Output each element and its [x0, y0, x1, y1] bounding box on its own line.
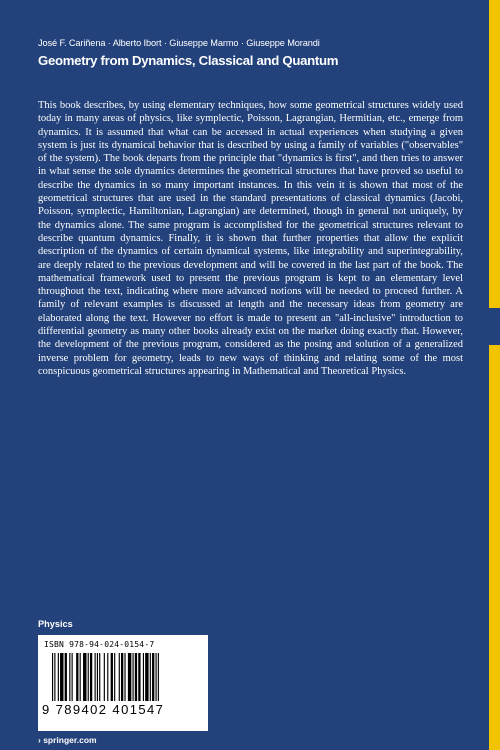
barcode-bar — [95, 653, 96, 701]
barcode-bar — [111, 653, 113, 701]
barcode-bar — [128, 653, 131, 701]
barcode-bar — [83, 653, 86, 701]
accent-stripe — [489, 0, 500, 750]
barcode-bar — [143, 653, 144, 701]
publisher-link[interactable]: › springer.com — [38, 735, 97, 745]
barcode-bar — [60, 653, 63, 701]
barcode-bar — [69, 653, 70, 701]
barcode-bar — [104, 653, 105, 701]
barcode-bar — [52, 653, 53, 701]
barcode-bar — [99, 653, 100, 701]
barcode-bar — [90, 653, 92, 701]
ean-digits: 9 789402 401547 — [42, 702, 165, 717]
barcode-bar — [54, 653, 55, 701]
book-title: Geometry from Dynamics, Classical and Quantum — [38, 53, 339, 68]
barcode-bar — [156, 653, 157, 701]
barcode-bar — [135, 653, 137, 701]
barcode-bar — [58, 653, 59, 701]
barcode-bar — [76, 653, 78, 701]
barcode-bar — [65, 653, 67, 701]
barcode-panel — [38, 635, 208, 731]
barcode-bar — [152, 653, 154, 701]
book-description: This book describes, by using elementary techniques, how some geometrical structures widely used today in many areas of physics, like symplectic, Poisson, Lagrangian, Hermitian, etc., emerge from dynamics. It is assumed that what can be accessed in actual experiences when studying a given system is just its dynamical behavior that is described by using a family of variables ("observables" of the system). The book departs from the principle that "dynamics is first", and then tries to answer in what sense the sole dynamics determines the geometrical structures that have proved so useful to describe the dynamics in so many important instances. In this vein it is shown that most of the geometrical structures that are used in the standard presentations of classical dynamics (Jacobi, Poisson, symplectic, Hamiltonian, Lagrangian) are determined, though in general not uniquely, by the dynamics alone. The same program is accomplished for the geometrical structures relevant to describe quantum dynamics. Finally, it is shown that further properties that allow the explicit description of the dynamics of certain dynamical systems, like integrability and superintegrability, are deeply related to the previous development and will be covered in the last part of the book. The mathematical framework used to present the previous program is kept to an elementary level throughout the text, indicating where more advanced notions will be needed to proceed further. A family of relevant examples is discussed at length and the necessary ideas from geometry are elaborated along the text. However no effort is made to present an "all-inclusive" introduction to differential geometry as many other books already exist on the market doing exactly that. However, the development of the previous program, considered as the posing and solution of a generalized inverse problem for geometry, leads to new ways of thinking and relating some of the most conspicuous geometrical structures appearing in Mathematical and Theoretical Physics. — [38, 100, 463, 377]
barcode-bar — [88, 653, 89, 701]
isbn-number: ISBN 978-94-024-0154-7 — [44, 640, 155, 649]
subject-category: Physics — [38, 619, 73, 629]
barcode-bar — [107, 653, 108, 701]
barcode-bar — [145, 653, 148, 701]
barcode-bar — [158, 653, 159, 701]
author-list: José F. Cariñena · Alberto Ibort · Giuseppe Marmo · Giuseppe Morandi — [38, 38, 320, 48]
barcode-bar — [150, 653, 151, 701]
barcode-bar — [72, 653, 73, 701]
barcode-bar — [121, 653, 123, 701]
barcode-bar — [119, 653, 120, 701]
barcode-bar — [114, 653, 115, 701]
barcode-bar — [124, 653, 125, 701]
barcode-bar — [133, 653, 134, 701]
barcode-icon — [52, 653, 202, 701]
barcode-bar — [97, 653, 98, 701]
barcode-bar — [138, 653, 140, 701]
accent-stripe-gap — [489, 308, 500, 345]
barcode-bar — [80, 653, 81, 701]
